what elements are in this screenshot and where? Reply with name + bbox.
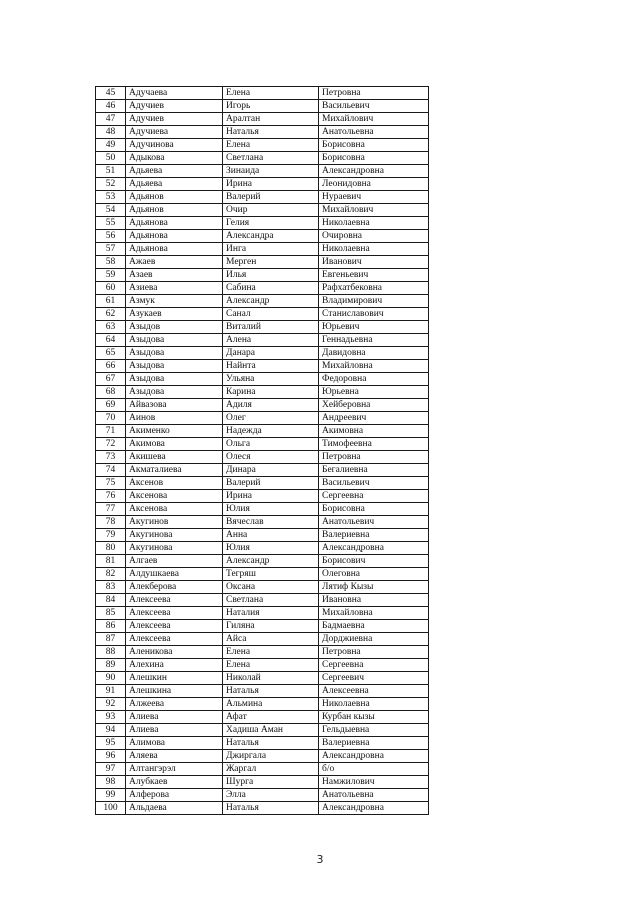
first-name-cell: Олеся [223, 451, 319, 464]
patronymic-cell: Сергеевна [319, 659, 429, 672]
row-number: 87 [96, 633, 126, 646]
first-name-cell: Адиля [223, 399, 319, 412]
patronymic-cell: Борисовна [319, 503, 429, 516]
table-row [96, 451, 429, 464]
surname-cell: Адьяева [126, 165, 223, 178]
row-number: 62 [96, 308, 126, 321]
surname-cell: Адучинова [126, 139, 223, 152]
surname-cell: Адучиев [126, 113, 223, 126]
table-row [96, 542, 429, 555]
row-number: 96 [96, 750, 126, 763]
patronymic-cell: Михайлович [319, 204, 429, 217]
row-number: 78 [96, 516, 126, 529]
table-row [96, 308, 429, 321]
table-row [96, 412, 429, 425]
table-row [96, 165, 429, 178]
table-row [96, 568, 429, 581]
first-name-cell: Гелия [223, 217, 319, 230]
row-number: 46 [96, 100, 126, 113]
patronymic-cell: Александровна [319, 802, 429, 815]
first-name-cell: Джиргала [223, 750, 319, 763]
row-number: 97 [96, 763, 126, 776]
row-number: 59 [96, 269, 126, 282]
patronymic-cell: Анатольевна [319, 789, 429, 802]
patronymic-cell: Гельдыевна [319, 724, 429, 737]
first-name-cell: Зинаида [223, 165, 319, 178]
surname-cell: Аксенов [126, 477, 223, 490]
table-row [96, 555, 429, 568]
table-row [96, 659, 429, 672]
surname-cell: Аляева [126, 750, 223, 763]
first-name-cell: Аралтан [223, 113, 319, 126]
surname-cell: Акугинова [126, 529, 223, 542]
patronymic-cell: Иванович [319, 256, 429, 269]
row-number: 86 [96, 620, 126, 633]
table-row [96, 113, 429, 126]
row-number: 73 [96, 451, 126, 464]
patronymic-cell: Владимирович [319, 295, 429, 308]
first-name-cell: Тегряш [223, 568, 319, 581]
row-number: 83 [96, 581, 126, 594]
surname-cell: Алексеева [126, 594, 223, 607]
patronymic-cell: б/о [319, 763, 429, 776]
first-name-cell: Альмина [223, 698, 319, 711]
first-name-cell: Инга [223, 243, 319, 256]
table-row [96, 269, 429, 282]
first-name-cell: Юлия [223, 542, 319, 555]
first-name-cell: Карина [223, 386, 319, 399]
table-row [96, 633, 429, 646]
surname-cell: Акугинов [126, 516, 223, 529]
row-number: 99 [96, 789, 126, 802]
first-name-cell: Валерий [223, 477, 319, 490]
surname-cell: Акматалиева [126, 464, 223, 477]
first-name-cell: Оксана [223, 581, 319, 594]
surname-cell: Алешкин [126, 672, 223, 685]
first-name-cell: Наталья [223, 737, 319, 750]
surname-cell: Алекберова [126, 581, 223, 594]
table-row [96, 620, 429, 633]
row-number: 70 [96, 412, 126, 425]
first-name-cell: Афат [223, 711, 319, 724]
first-name-cell: Вячеслав [223, 516, 319, 529]
patronymic-cell: Валериевна [319, 529, 429, 542]
table-row [96, 594, 429, 607]
first-name-cell: Александра [223, 230, 319, 243]
row-number: 48 [96, 126, 126, 139]
patronymic-cell: Станиславович [319, 308, 429, 321]
first-name-cell: Наталья [223, 685, 319, 698]
first-name-cell: Найнта [223, 360, 319, 373]
surname-cell: Адучиева [126, 126, 223, 139]
table-row [96, 750, 429, 763]
surname-cell: Алексеева [126, 607, 223, 620]
table-row [96, 763, 429, 776]
row-number: 94 [96, 724, 126, 737]
patronymic-cell: Бегалиевна [319, 464, 429, 477]
table-row [96, 100, 429, 113]
first-name-cell: Мерген [223, 256, 319, 269]
first-name-cell: Николай [223, 672, 319, 685]
surname-cell: Акишева [126, 451, 223, 464]
first-name-cell: Хадиша Аман [223, 724, 319, 737]
table-row [96, 204, 429, 217]
row-number: 64 [96, 334, 126, 347]
page-number: 3 [316, 853, 324, 866]
row-number: 92 [96, 698, 126, 711]
row-number: 57 [96, 243, 126, 256]
patronymic-cell: Александровна [319, 750, 429, 763]
table-row [96, 464, 429, 477]
table-row [96, 347, 429, 360]
row-number: 98 [96, 776, 126, 789]
patronymic-cell: Леонидовна [319, 178, 429, 191]
table-row [96, 490, 429, 503]
surname-cell: Азукаев [126, 308, 223, 321]
first-name-cell: Надежда [223, 425, 319, 438]
patronymic-cell: Акимовна [319, 425, 429, 438]
patronymic-cell: Бадмаевна [319, 620, 429, 633]
table-row [96, 529, 429, 542]
patronymic-cell: Николаевна [319, 243, 429, 256]
surname-cell: Азиева [126, 282, 223, 295]
row-number: 66 [96, 360, 126, 373]
surname-cell: Адьянов [126, 191, 223, 204]
row-number: 81 [96, 555, 126, 568]
first-name-cell: Гиляна [223, 620, 319, 633]
row-number: 90 [96, 672, 126, 685]
surname-cell: Адыкова [126, 152, 223, 165]
patronymic-cell: Намжилович [319, 776, 429, 789]
patronymic-cell: Юрьевна [319, 386, 429, 399]
surname-cell: Азыдова [126, 386, 223, 399]
row-number: 85 [96, 607, 126, 620]
patronymic-cell: Борисовна [319, 139, 429, 152]
patronymic-cell: Хейберовна [319, 399, 429, 412]
row-number: 58 [96, 256, 126, 269]
patronymic-cell: Васильевич [319, 477, 429, 490]
table-row [96, 516, 429, 529]
patronymic-cell: Петровна [319, 646, 429, 659]
patronymic-cell: Рафхатбековна [319, 282, 429, 295]
first-name-cell: Светлана [223, 594, 319, 607]
patronymic-cell: Петровна [319, 451, 429, 464]
surname-cell: Айвазова [126, 399, 223, 412]
first-name-cell: Ирина [223, 490, 319, 503]
table-row [96, 477, 429, 490]
patronymic-cell: Сергеевич [319, 672, 429, 685]
table-row [96, 724, 429, 737]
patronymic-cell: Юрьевич [319, 321, 429, 334]
first-name-cell: Анна [223, 529, 319, 542]
surname-cell: Алиева [126, 711, 223, 724]
row-number: 63 [96, 321, 126, 334]
name-list-body [96, 87, 429, 815]
patronymic-cell: Лятиф Кызы [319, 581, 429, 594]
patronymic-cell: Давидовна [319, 347, 429, 360]
surname-cell: Алексеева [126, 620, 223, 633]
patronymic-cell: Александровна [319, 542, 429, 555]
first-name-cell: Данара [223, 347, 319, 360]
first-name-cell: Динара [223, 464, 319, 477]
surname-cell: Аленикова [126, 646, 223, 659]
surname-cell: Алдушкаева [126, 568, 223, 581]
patronymic-cell: Анатольевич [319, 516, 429, 529]
first-name-cell: Александр [223, 555, 319, 568]
patronymic-cell: Николаевна [319, 698, 429, 711]
first-name-cell: Наталья [223, 126, 319, 139]
row-number: 71 [96, 425, 126, 438]
first-name-cell: Алена [223, 334, 319, 347]
table-row [96, 230, 429, 243]
table-row [96, 607, 429, 620]
table-row [96, 87, 429, 100]
patronymic-cell: Андреевич [319, 412, 429, 425]
patronymic-cell: Валериевна [319, 737, 429, 750]
table-row [96, 737, 429, 750]
first-name-cell: Светлана [223, 152, 319, 165]
row-number: 84 [96, 594, 126, 607]
row-number: 52 [96, 178, 126, 191]
surname-cell: Аинов [126, 412, 223, 425]
patronymic-cell: Сергеевна [319, 490, 429, 503]
patronymic-cell: Дорджиевна [319, 633, 429, 646]
name-list-table [95, 86, 429, 815]
patronymic-cell: Тимофеевна [319, 438, 429, 451]
surname-cell: Адучаева [126, 87, 223, 100]
row-number: 54 [96, 204, 126, 217]
row-number: 51 [96, 165, 126, 178]
row-number: 95 [96, 737, 126, 750]
first-name-cell: Шурга [223, 776, 319, 789]
table-row [96, 789, 429, 802]
table-row [96, 399, 429, 412]
first-name-cell: Елена [223, 139, 319, 152]
surname-cell: Алиева [126, 724, 223, 737]
row-number: 60 [96, 282, 126, 295]
row-number: 50 [96, 152, 126, 165]
patronymic-cell: Борисовна [319, 152, 429, 165]
first-name-cell: Виталий [223, 321, 319, 334]
surname-cell: Алжеева [126, 698, 223, 711]
table-row [96, 425, 429, 438]
surname-cell: Азыдова [126, 334, 223, 347]
table-row [96, 282, 429, 295]
row-number: 80 [96, 542, 126, 555]
patronymic-cell: Петровна [319, 87, 429, 100]
surname-cell: Азмук [126, 295, 223, 308]
table-row [96, 802, 429, 815]
table-row [96, 152, 429, 165]
surname-cell: Адьянова [126, 217, 223, 230]
row-number: 61 [96, 295, 126, 308]
table-row [96, 438, 429, 451]
table-row [96, 386, 429, 399]
patronymic-cell: Курбан кызы [319, 711, 429, 724]
first-name-cell: Сабина [223, 282, 319, 295]
surname-cell: Азыдов [126, 321, 223, 334]
table-row [96, 360, 429, 373]
table-row [96, 334, 429, 347]
first-name-cell: Наталья [223, 802, 319, 815]
surname-cell: Алгаев [126, 555, 223, 568]
first-name-cell: Наталия [223, 607, 319, 620]
patronymic-cell: Васильевич [319, 100, 429, 113]
first-name-cell: Айса [223, 633, 319, 646]
first-name-cell: Жаргал [223, 763, 319, 776]
table-row [96, 321, 429, 334]
table-row [96, 672, 429, 685]
row-number: 75 [96, 477, 126, 490]
first-name-cell: Санал [223, 308, 319, 321]
row-number: 82 [96, 568, 126, 581]
surname-cell: Азыдова [126, 373, 223, 386]
row-number: 68 [96, 386, 126, 399]
patronymic-cell: Олеговна [319, 568, 429, 581]
table-row [96, 126, 429, 139]
row-number: 45 [96, 87, 126, 100]
table-row [96, 581, 429, 594]
row-number: 65 [96, 347, 126, 360]
row-number: 93 [96, 711, 126, 724]
table-row [96, 217, 429, 230]
surname-cell: Алешкина [126, 685, 223, 698]
surname-cell: Адьянова [126, 230, 223, 243]
patronymic-cell: Ивановна [319, 594, 429, 607]
patronymic-cell: Федоровна [319, 373, 429, 386]
surname-cell: Алферова [126, 789, 223, 802]
surname-cell: Аксенова [126, 490, 223, 503]
row-number: 79 [96, 529, 126, 542]
surname-cell: Азыдова [126, 360, 223, 373]
row-number: 67 [96, 373, 126, 386]
table-row [96, 243, 429, 256]
table-row [96, 139, 429, 152]
first-name-cell: Ирина [223, 178, 319, 191]
surname-cell: Адьяева [126, 178, 223, 191]
row-number: 69 [96, 399, 126, 412]
table-row [96, 776, 429, 789]
table-row [96, 191, 429, 204]
patronymic-cell: Геннадьевна [319, 334, 429, 347]
first-name-cell: Игорь [223, 100, 319, 113]
patronymic-cell: Борисович [319, 555, 429, 568]
surname-cell: Алубкаев [126, 776, 223, 789]
first-name-cell: Ульяна [223, 373, 319, 386]
patronymic-cell: Михайловна [319, 607, 429, 620]
row-number: 56 [96, 230, 126, 243]
surname-cell: Азаев [126, 269, 223, 282]
surname-cell: Акимова [126, 438, 223, 451]
patronymic-cell: Нураевич [319, 191, 429, 204]
patronymic-cell: Николаевна [319, 217, 429, 230]
table-row [96, 503, 429, 516]
first-name-cell: Очир [223, 204, 319, 217]
surname-cell: Адьянова [126, 243, 223, 256]
first-name-cell: Илья [223, 269, 319, 282]
surname-cell: Алексеева [126, 633, 223, 646]
surname-cell: Акименко [126, 425, 223, 438]
row-number: 100 [96, 802, 126, 815]
first-name-cell: Валерий [223, 191, 319, 204]
surname-cell: Алимова [126, 737, 223, 750]
first-name-cell: Елена [223, 659, 319, 672]
table-row [96, 295, 429, 308]
row-number: 74 [96, 464, 126, 477]
table-row [96, 256, 429, 269]
row-number: 53 [96, 191, 126, 204]
table-row [96, 685, 429, 698]
first-name-cell: Элла [223, 789, 319, 802]
patronymic-cell: Михайловна [319, 360, 429, 373]
patronymic-cell: Евгеньевич [319, 269, 429, 282]
surname-cell: Ажаев [126, 256, 223, 269]
first-name-cell: Александр [223, 295, 319, 308]
patronymic-cell: Михайлович [319, 113, 429, 126]
table-row [96, 646, 429, 659]
surname-cell: Акугинова [126, 542, 223, 555]
surname-cell: Аксенова [126, 503, 223, 516]
row-number: 49 [96, 139, 126, 152]
surname-cell: Адучиев [126, 100, 223, 113]
row-number: 72 [96, 438, 126, 451]
patronymic-cell: Александровна [319, 165, 429, 178]
first-name-cell: Елена [223, 646, 319, 659]
patronymic-cell: Алексеевна [319, 685, 429, 698]
table-row [96, 711, 429, 724]
patronymic-cell: Анатольевна [319, 126, 429, 139]
row-number: 88 [96, 646, 126, 659]
surname-cell: Азыдова [126, 347, 223, 360]
patronymic-cell: Очировна [319, 230, 429, 243]
row-number: 55 [96, 217, 126, 230]
table-row [96, 178, 429, 191]
table-row [96, 698, 429, 711]
surname-cell: Алехина [126, 659, 223, 672]
table-row [96, 373, 429, 386]
row-number: 47 [96, 113, 126, 126]
first-name-cell: Юлия [223, 503, 319, 516]
surname-cell: Альдаева [126, 802, 223, 815]
first-name-cell: Елена [223, 87, 319, 100]
row-number: 91 [96, 685, 126, 698]
first-name-cell: Олег [223, 412, 319, 425]
first-name-cell: Ольга [223, 438, 319, 451]
row-number: 89 [96, 659, 126, 672]
row-number: 76 [96, 490, 126, 503]
surname-cell: Алтангэрэл [126, 763, 223, 776]
row-number: 77 [96, 503, 126, 516]
surname-cell: Адьянов [126, 204, 223, 217]
